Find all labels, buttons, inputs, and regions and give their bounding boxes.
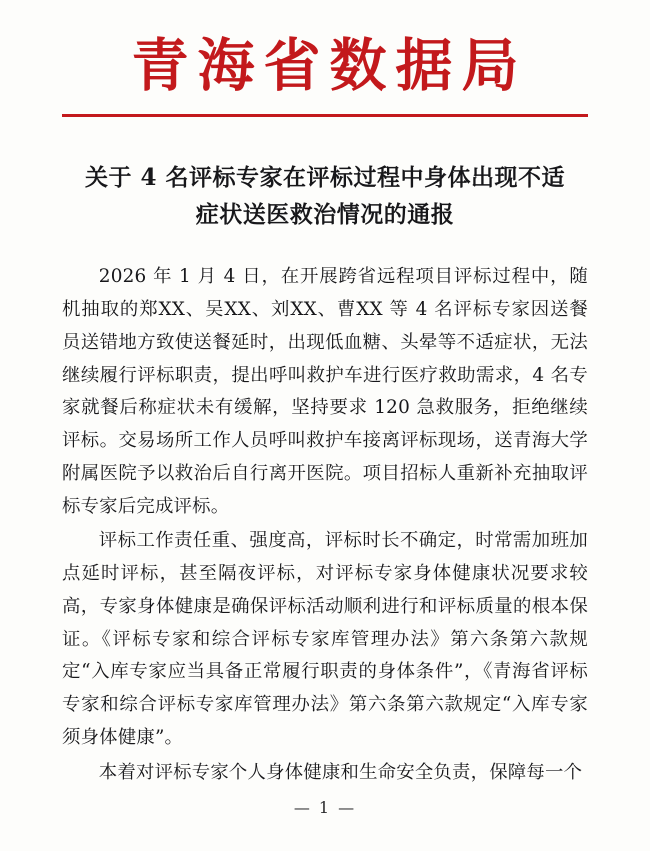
body-paragraph: 本着对评标专家个人身体健康和生命安全负责，保障每一个 [98,761,583,783]
document-title-line-2: 症状送医救治情况的通报 [195,201,455,229]
body-paragraph: 2026 年 1 月 4 日，在开展跨省远程项目评标过程中，随机抽取的郑XX、吴XX、刘XX、曹XX 等 4 名评标专家因送餐员送错地方致使送餐延时，出现低血糖、头晕等不适症状，无法继续履行评标职责，提出呼叫救护车进行医疗救助需求，4 名专家就餐后称症状未有缓解，坚持要求 120 急救服务，拒绝继续评标。交易场所工作人员呼叫救护车接离评标现场，送青海大学附属医院予以救治后自行离开医院。项目招标人重新补充抽取评标专家后完成评标。 [62,266,588,517]
letterhead [62,0,588,117]
page-number: — 1 — [293,798,357,817]
document-title-line-1: 关于 4 名评标专家在评标过程中身体出现不适 [84,163,566,191]
document-title [62,159,588,234]
issuing-organization: 青海省数据局 [131,32,528,99]
document-body [62,261,588,789]
body-paragraph: 评标工作责任重、强度高，评标时长不确定，时常需加班加点延时评标，甚至隔夜评标，对评标专家身体健康状况要求较高，专家身体健康是确保评标活动顺利进行和评标质量的根本保证。《评标专家和综合评标专家库管理办法》第六条第六款规定“入库专家应当具备正常履行职责的身体条件”，《青海省评标专家和综合评标专家库管理办法》第六条第六款规定“入库专家须身体健康”。 [62,530,588,748]
letterhead-divider [62,114,588,117]
